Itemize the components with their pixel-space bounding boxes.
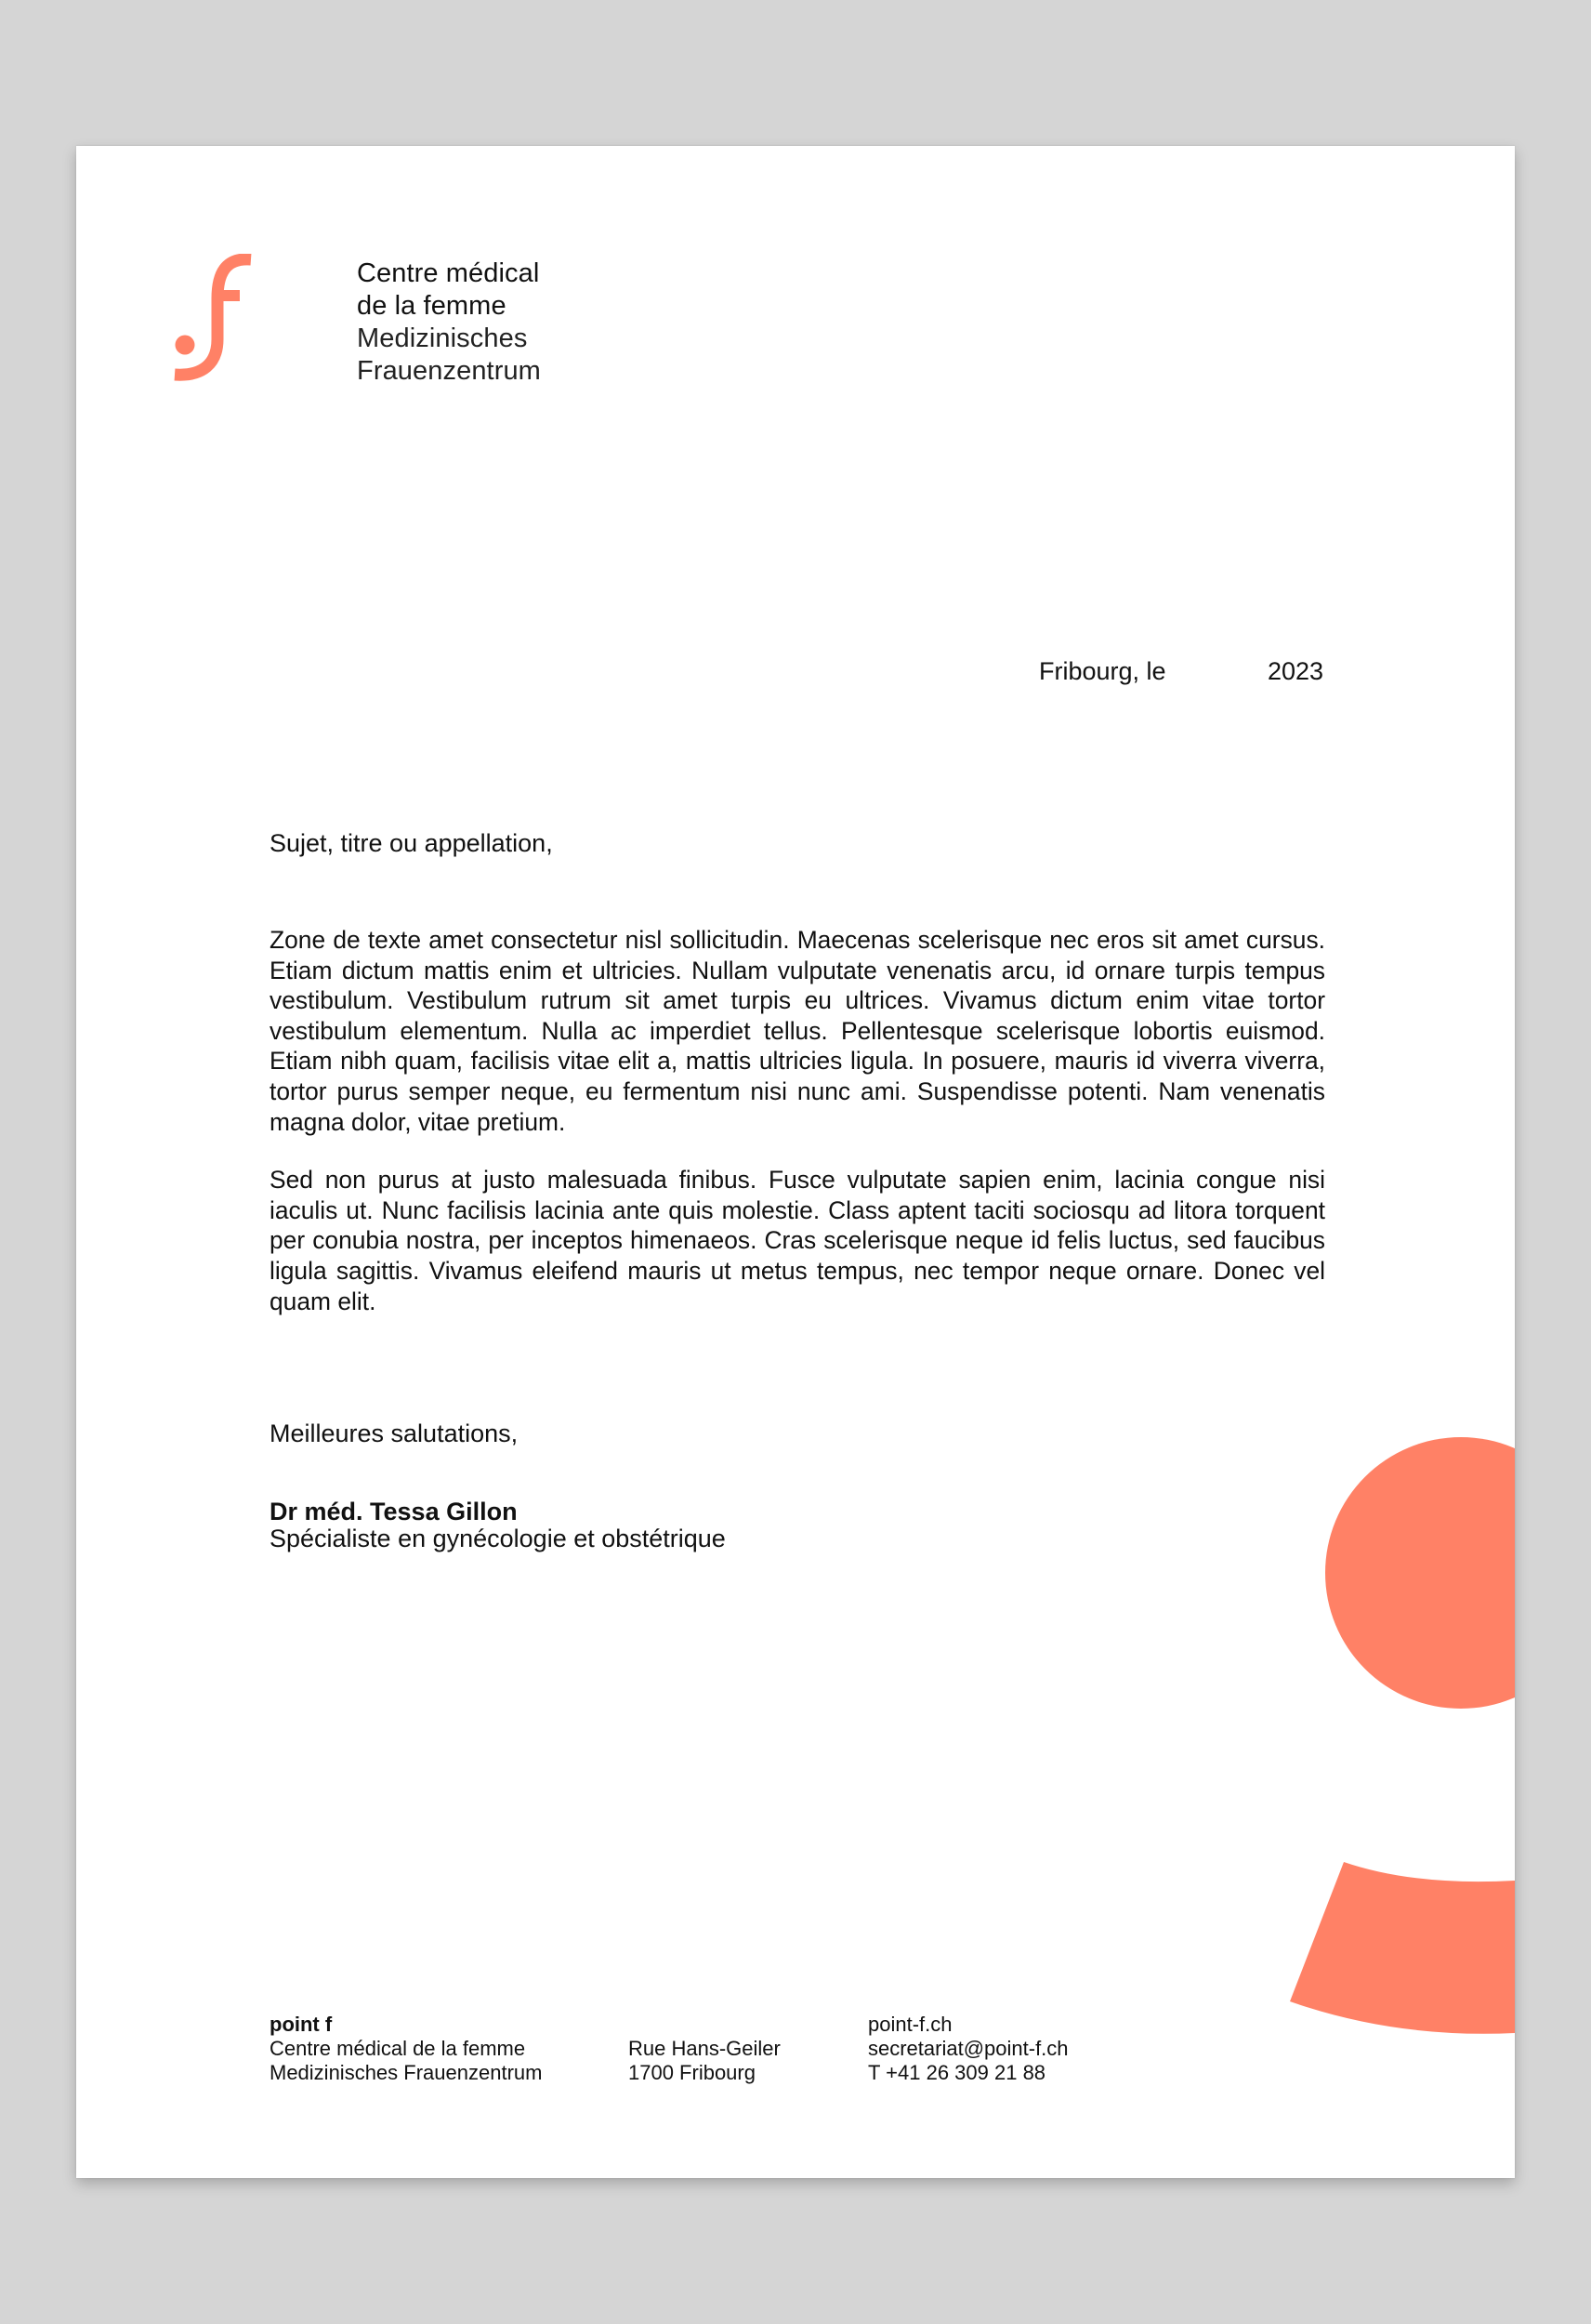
logo-line: de la femme	[357, 291, 506, 321]
body-paragraph: Sed non purus at justo malesuada finibus. Fusce vulputate sapien enim, lacinia congue nisi iaculis ut. Nunc facilisis lacinia ante quis molestie. Class aptent taciti sociosqu ad litora torquent per conubia nostra, per inceptos himenaeos. Cras scelerisque neque id felis luctus, sed faucibus ligula sagittis. Vivamus eleifend mauris ut metus tempus, nec tempor neque ornare. Donec vel quam elit.	[270, 1166, 1325, 1315]
footer-phone: T +41 26 309 21 88	[868, 2061, 1046, 2084]
body-paragraph: Zone de texte amet consectetur nisl sollicitudin. Maecenas scelerisque nec eros sit amet cursus. Etiam dictum mattis enim et ultricies. Nullam vulputate venenatis arcu, id ornare turpis tempus vestibulum. Vestibulum rutrum sit amet turpis eu ultrices. Vivamus dictum enim vitae tortor vestibulum elementum. Nulla ac imperdiet tellus. Pellentesque scelerisque lobortis euismod. Etiam nibh quam, facilisis vitae elit a, mattis ultricies ligula. In posuere, mauris id viverra viverra, tortor purus semper neque, eu fermentum nisi nunc ami. Suspendisse potenti. Nam venenatis magna dolor, vitae pretium.	[270, 926, 1325, 1136]
logo-line: Frauenzentrum	[357, 356, 541, 386]
footer-contact-column	[868, 2013, 1069, 2085]
footer-address-column	[628, 2037, 781, 2085]
footer-street: Rue Hans-Geiler	[628, 2037, 781, 2060]
closing-salutation: Meilleures salutations,	[270, 1419, 519, 1447]
footer-org-column	[270, 2013, 542, 2085]
footer-city: 1700 Fribourg	[628, 2061, 756, 2084]
accent-arc-shape	[1290, 1862, 1515, 2034]
signature-block	[270, 1499, 726, 1552]
point-f-logo-icon	[169, 254, 258, 384]
date-place: Fribourg, le	[1039, 657, 1166, 685]
footer-email-link[interactable]: secretariat@point-f.ch	[868, 2037, 1069, 2060]
logo-line: Centre médical	[357, 258, 540, 288]
footer-website-link[interactable]: point-f.ch	[868, 2013, 953, 2036]
logo-wordmark	[357, 257, 541, 388]
accent-circle-shape	[1325, 1437, 1515, 1709]
letter-body	[270, 925, 1325, 1344]
footer-brand: point f	[270, 2013, 333, 2036]
logo-line: Medizinisches	[357, 324, 528, 353]
letterhead-logo	[169, 254, 597, 384]
signatory-name: Dr méd. Tessa Gillon	[270, 1498, 518, 1525]
subject-line: Sujet, titre ou appellation,	[270, 829, 553, 857]
date-year: 2023	[1268, 657, 1324, 685]
signatory-title: Spécialiste en gynécologie et obstétrique	[270, 1525, 726, 1552]
footer-org-line: Centre médical de la femme	[270, 2037, 526, 2060]
letter-page	[76, 146, 1515, 2178]
footer-org-line: Medizinisches Frauenzentrum	[270, 2061, 543, 2084]
